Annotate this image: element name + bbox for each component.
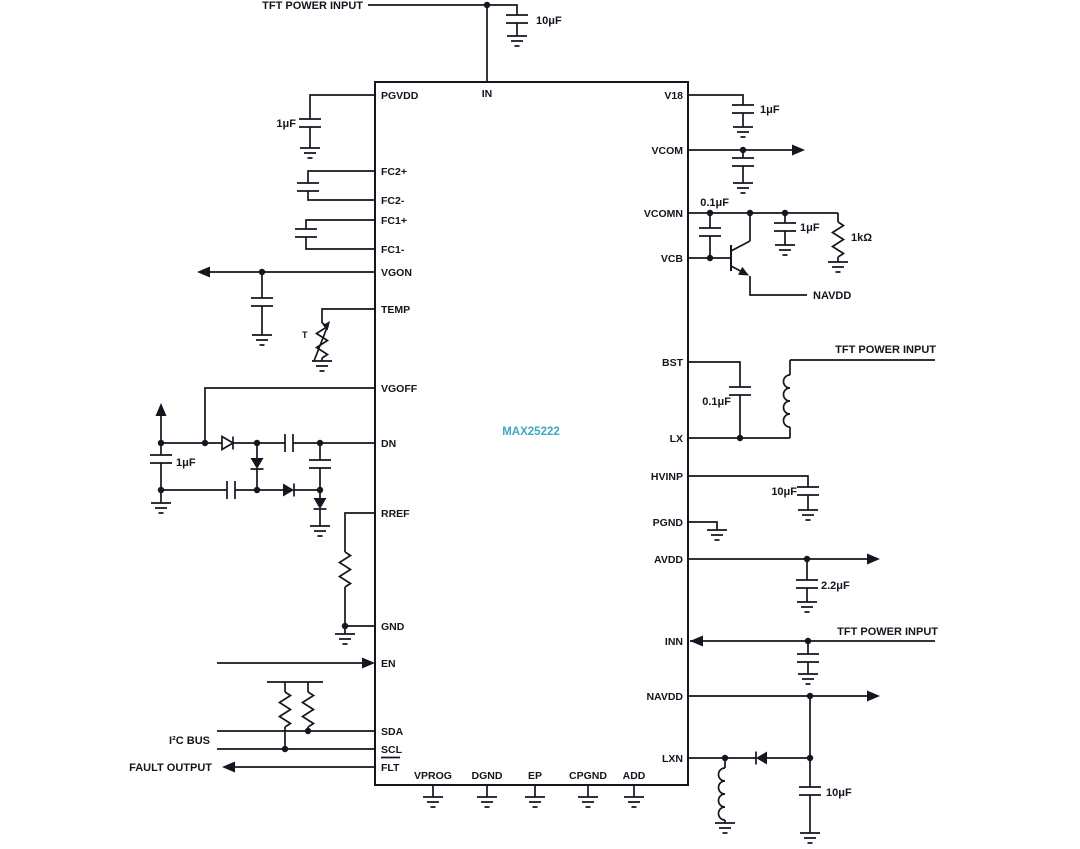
capacitor-fc2 [297,183,319,191]
resistor-vcom-1k [833,222,844,257]
ground-icon [828,262,848,272]
chip-name: MAX25222 [502,426,560,438]
pin-label-dgnd: DGND [471,770,503,782]
en-in-arrow [362,658,375,669]
capacitor-fc1 [295,229,317,237]
capacitor-v18 [732,105,754,113]
capacitor-bst [729,387,751,395]
ground-icon [578,797,598,807]
pin-label-hvinp: HVINP [650,471,683,483]
capacitor-value-bst: 0.1μF [702,396,731,408]
pin-label-fc2p: FC2+ [381,166,407,178]
pin-label-bst: BST [662,357,683,369]
pin-label-temp: TEMP [381,304,411,316]
diode-dn-gnd [314,498,327,509]
resistor-pullup-scl [280,692,291,727]
capacitor-value-vgoff: 1μF [176,457,196,469]
net-label-tft-power-input-boost: TFT POWER INPUT [835,344,936,356]
pin-label-navdd: NAVDD [646,691,683,703]
pin-label-vcom: VCOM [651,145,683,157]
ground-icon [151,503,171,513]
resistor-pullup-sda [303,692,314,727]
fault-out-arrow [222,762,235,773]
pin-label-scl: SCL [381,744,402,756]
pin-label-en: EN [381,658,396,670]
capacitor-dn-series-top [285,434,293,452]
net-label-tft-power-input-inn: TFT POWER INPUT [837,626,938,638]
ground-icon [423,797,443,807]
ground-icon [733,127,753,137]
resistor-value-vcom: 1kΩ [851,232,873,244]
diode-dn-bottom [283,484,294,497]
vcom-out-arrow [792,145,805,156]
resistor-rref [340,552,351,587]
pin-label-pgvdd: PGVDD [381,90,419,102]
pin-label-vcb: VCB [660,253,683,265]
ground-icon [477,797,497,807]
pin-label-add: ADD [622,770,646,782]
inductor-inverter [719,768,726,820]
capacitor-dn-series-bottom [227,481,235,499]
net-label-fault-output: FAULT OUTPUT [129,762,212,774]
ground-icon [798,510,818,520]
capacitor-inn [797,654,819,662]
thermistor-label: T [302,330,308,340]
ground-icon [800,833,820,843]
inn-in-arrow [690,636,703,647]
capacitor-value-avdd: 2.2μF [821,580,850,592]
ground-icon [335,634,355,644]
pin-label-pgnd: PGND [652,517,683,529]
avdd-out-arrow [867,554,880,565]
pin-label-in: IN [481,88,493,100]
capacitor-value-pgvdd: 1μF [276,118,296,130]
pin-label-sda: SDA [381,726,404,738]
ground-icon [525,797,545,807]
capacitor-value-navdd: 10μF [826,787,852,799]
pin-label-vcomn: VCOMN [643,208,683,220]
capacitor-value-vcomn: 0.1μF [700,197,729,209]
pin-label-lx: LX [669,433,683,445]
vgon-out-arrow [197,267,210,278]
pin-label-avdd: AVDD [654,554,683,566]
diode-dn-mid [251,458,264,469]
ground-icon [733,183,753,193]
ground-icon [507,36,527,46]
npn-transistor [731,241,751,279]
inductor-boost [784,375,791,427]
wires-top [368,5,517,82]
pin-label-vgon: VGON [381,267,412,279]
pin-label-vgoff: VGOFF [381,383,418,395]
capacitor-navdd-out [799,787,821,795]
pin-label-flt: FLT [381,762,400,774]
pin-label-cpgnd: CPGND [569,770,607,782]
net-label-navdd: NAVDD [813,290,852,302]
capacitor-vcomn [699,228,721,236]
capacitor-value-vcom-buffer: 1μF [800,222,820,234]
capacitor-vgoff [150,455,172,463]
ground-icon [252,335,272,345]
capacitor-vcom [732,158,754,166]
wires-bottom [433,785,634,797]
ground-icon [798,674,818,684]
pin-label-fc2n: FC2- [381,195,405,207]
pin-label-ep: EP [527,770,543,782]
pin-label-rref: RREF [381,508,410,520]
ground-icon [775,245,795,255]
ground-icon [624,797,644,807]
diode-dn-top [222,437,233,450]
ground-icon [715,823,735,833]
capacitor-pgvdd [299,119,321,127]
pin-label-vprog: VPROG [414,770,452,782]
net-label-i2c-bus: I²C BUS [169,735,210,747]
capacitor-vgon [251,298,273,306]
pin-label-v18: V18 [664,90,683,102]
pin-label-inn: INN [664,636,683,648]
pin-label-fc1p: FC1+ [381,215,407,227]
capacitor-dn-shunt [309,460,331,468]
pin-label-lxn: LXN [662,753,683,765]
ground-icon [797,602,817,612]
thermistor-icon [314,321,330,361]
vgoff-out-arrow [156,403,167,416]
navdd-out-arrow [867,691,880,702]
capacitor-value-v18: 1μF [760,104,780,116]
ground-icon [300,148,320,158]
capacitor-value-in: 10μF [536,15,562,27]
capacitor-avdd [796,580,818,588]
net-label-tft-power-input-top: TFT POWER INPUT [262,0,363,12]
pin-label-gnd: GND [381,621,405,633]
capacitor-in [506,15,528,23]
pin-label-dn: DN [381,438,397,450]
capacitor-value-hvinp: 10μF [771,486,797,498]
ground-icon [707,530,727,540]
capacitor-hvinp [797,487,819,495]
capacitor-vcom-buffer [774,223,796,231]
wires-left [161,95,375,767]
ground-icon [310,526,330,536]
ground-icon [312,361,332,371]
diode-inverter [756,752,767,765]
pin-label-fc1n: FC1- [381,244,405,256]
